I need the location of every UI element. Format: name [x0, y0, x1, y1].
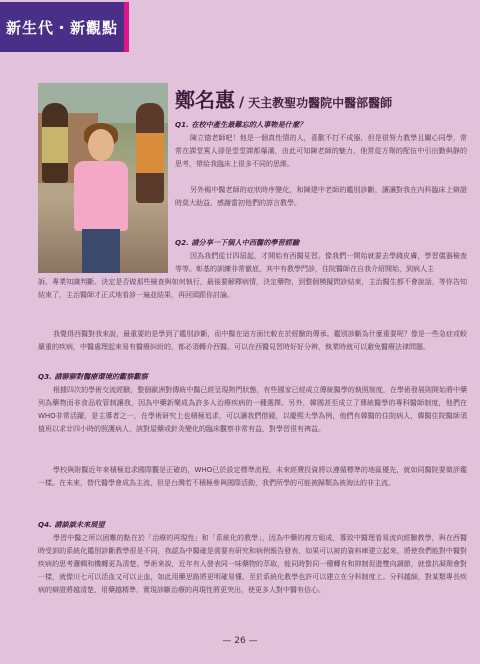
question-4: Q4. 請談談未來展望	[38, 520, 105, 529]
profile-separator: /	[239, 95, 245, 111]
title-accent-stripe	[124, 2, 129, 52]
profile-name: 鄭名惠	[175, 88, 235, 112]
profile-photo	[38, 83, 168, 273]
question-1: Q1. 在校中產生最難忘的人事物是什麼？	[175, 120, 307, 129]
answer-1-paragraph-1: 陳立德老師吧！他是一個真性情的人，喜歡不打不成器，但是很努力教學且關心同學，常常在課堂罵人卻是堂堂課都爆滿，由此可知陳老師的魅力，他常從方劑的配伍中引出勤與靜的思考，帶給我臨床上很多不同的思維。	[175, 134, 467, 168]
answer-1-paragraph-2: 另外楊中醫老師的症狀時序變化，和陳建中老師的鑑別診斷，讓讓對我在內科臨床上辯證時莫大助益，感謝當初他們的諄言教學。	[175, 186, 467, 207]
answer-2-paragraph-1-start	[175, 250, 467, 274]
answer-4-paragraph-1: 學習中醫之所以困難的點在於「治療的再現性」和「系統化的教學」，因為中藥的複方組成，導致中醫理看易流向經驗教學，與在西醫時受訓的系統化鑑別診斷教學很是不同，我認為中醫確是需要有研究和病例報告發表，如果可以被的資料庫建立起來，將使我們能對中醫對疾病的思考邏輯和機轉更為清楚。學術來說，近年有人發表同一味藥物的萃取，能同時對同一種轉有和抑制促進雙向調節，就像抗凝劑會對一樣，就像川七可以活血又可以止血，如此用藥思路將更明確易懂。至於系統化教學也許可以建立在分科制度上。分科越細，對某類專長疾病的辯證將越清楚，用藥越精準，實現診斷治療的再現性將更突出，使更多人對中醫有信心。	[38, 534, 467, 594]
photo-doctor	[68, 121, 134, 273]
section-title-text: 新生代・新觀點	[5, 18, 118, 37]
question-3: Q3. 請聊聊對醫療環境的觀察觀察	[38, 372, 148, 381]
answer-2-paragraph-1-continued: 訴、專業知識判斷、決定是否做那些檢查與如何執行，最後要解釋病情，決定藥物，到整個模擬問診結束，主治醫生都不會說話，等你告知結束了，主治醫師才正式地看診一遍並結果，再回頭跟你討論。	[38, 278, 467, 299]
profile-affiliation: 天主教聖功醫院中醫部醫師	[248, 96, 393, 110]
question-2: Q2. 請分享一下個人中西醫的學習經驗	[175, 238, 300, 247]
answer-3-paragraph-2: 學校與附醫近年來積極追求國際觀是正確的，WHO已於設定標準流程，未來經費投資將以遵循標準的地區優先，就如同醫院要做評鑑一樣。在未來，替代醫學會成為主流，但是台灣若不積極參與國際活動，我們所學的可能被歸類為被淘汰的非主流。	[38, 466, 467, 487]
page-number: — 26 —	[222, 636, 258, 646]
photo-child-right	[136, 103, 164, 203]
answer-2-paragraph-1: 因為我們從廿四屆起，才開始有西醫見習。像我們一開始就要去學錢皮膚，學習儀器檢查等等。彰基的訓練非常徹底，其中有教學門診，住院醫師在自我介紹開始，到病人主	[175, 252, 467, 273]
profile-heading	[175, 84, 475, 112]
answer-2-paragraph-2: 我覺得西醫對我來說，最重要的是學到了鑑別診斷，而中醫在這方面比較在於經驗的傳承。鑑別診斷為什麼重要呢？像是一些急症或較嚴重的疾病，中醫處理起來易有醫療糾紛的，都必須轉介西醫。可以在西醫見習時好好分辨，執業時就可以避免醫療法律問題。	[38, 330, 467, 351]
section-title	[0, 2, 124, 52]
answer-3-paragraph-1: 根據四次的學術交流經驗，整個歐洲對傳統中醫已經呈現熱門狀態，有些國家已經成立傳統醫學的執照制度，在學術發展則開始將中藥列為藥物而非食品收管制讓我，因為中藥新樂成為許多人治療疾病的一種選擇。另外，韓國甚至成立了傳統醫學的專科醫師制度，他們在WHO非常活躍，是主導者之一，在學術研究上也積極追求，可以讓我們借鏡，以慶熙大學為例，他們有韓醫的住院病人，韓醫住院醫師須值班以求廿四小時的照護病人，該對屋藥或針灸變化的臨床觀察非常有益，對學習很有裨益。	[38, 386, 467, 433]
photo-child-left	[42, 103, 68, 183]
